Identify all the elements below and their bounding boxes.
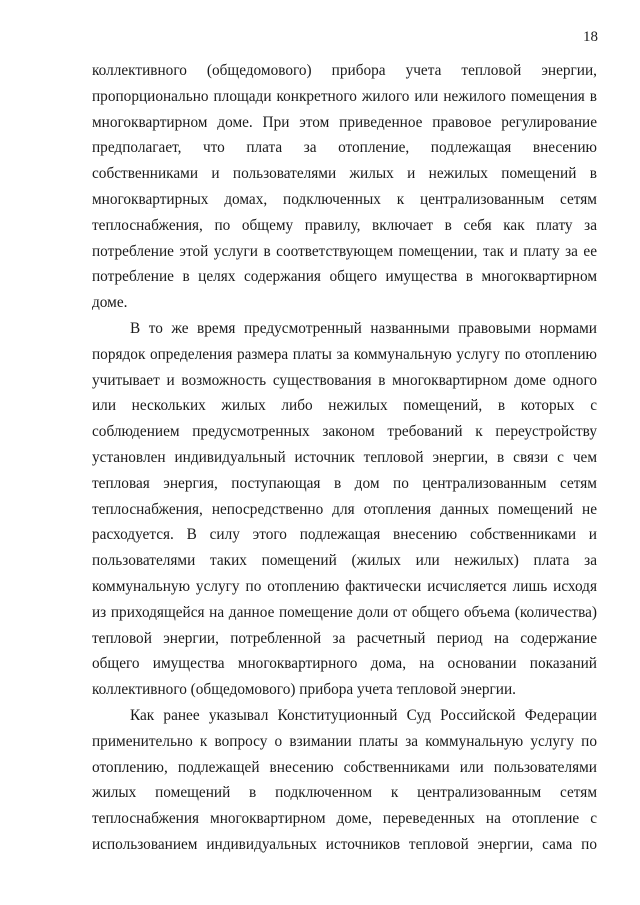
paragraph-1-line-6: многоквартирных домах, подключенных к централизованным сетям: [92, 190, 597, 208]
paragraph-1-line-3: многоквартирном доме. При этом приведенное правовое регулирование: [92, 113, 597, 131]
paragraph-3-line-6: использованием индивидуальных источников тепловой энергии, сама по: [92, 835, 597, 853]
paragraph-3-line-4: жилых помещений в подключенном к централизованным сетям: [92, 784, 597, 802]
paragraph-3-line-2: применительно к вопросу о взимании платы за коммунальную услугу по: [92, 732, 597, 750]
paragraph-2-line-5: соблюдением предусмотренных законом требований к переустройству: [92, 423, 597, 441]
paragraph-2-line-14: общего имущества многоквартирного дома, на основании показаний: [92, 655, 597, 673]
paragraph-2-line-13: тепловой энергии, потребленной за расчетный период на содержание: [92, 629, 597, 647]
paragraph-3-line-1: Как ранее указывал Конституционный Суд Российской Федерации: [130, 706, 597, 724]
paragraph-1-line-4: предполагает, что плата за отопление, подлежащая внесению: [92, 139, 597, 157]
paragraph-2-line-12: из приходящейся на данное помещение доли от общего объема (количества): [92, 603, 597, 621]
paragraph-2-line-10: пользователями таких помещений (жилых или нежилых) плата за: [92, 552, 597, 570]
paragraph-2-line-3: учитывает и возможность существования в многоквартирном доме одного: [92, 371, 597, 389]
paragraph-1-line-7: теплоснабжения, по общему правилу, включает в себя как плату за: [92, 216, 597, 234]
page-number: 18: [583, 29, 598, 45]
paragraph-2-line-2: порядок определения размера платы за коммунальную услугу по отоплению: [92, 345, 597, 363]
paragraph-1-line-2: пропорционально площади конкретного жилого или нежилого помещения в: [92, 87, 597, 105]
paragraph-1-line-5: собственниками и пользователями жилых и нежилых помещений в: [92, 165, 597, 183]
paragraph-1-line-1: коллективного (общедомового) прибора учета тепловой энергии,: [92, 62, 597, 79]
paragraph-2-line-8: теплоснабжения, непосредственно для отопления данных помещений не: [92, 500, 597, 518]
paragraph-2-line-9: расходуется. В силу этого подлежащая внесению собственниками и: [92, 526, 597, 544]
paragraph-2-line-4: или нескольких жилых либо нежилых помещений, в которых с: [92, 397, 597, 415]
paragraph-1-line-10: доме.: [92, 294, 128, 312]
paragraph-2-line-6: установлен индивидуальный источник тепловой энергии, в связи с чем: [92, 448, 597, 466]
paragraph-2-line-7: тепловая энергия, поступающая в дом по централизованным сетям: [92, 474, 597, 492]
paragraph-3-line-5: теплоснабжения многоквартирном доме, переведенных на отопление с: [92, 810, 597, 828]
paragraph-1-line-9: потребление в целях содержания общего имущества в многоквартирном: [92, 268, 597, 286]
paragraph-2-line-1: В то же время предусмотренный названными правовыми нормами: [130, 319, 597, 337]
paragraph-1-line-8: потребление этой услуги в соответствующем помещении, так и плату за ее: [92, 242, 597, 260]
paragraph-2-line-11: коммунальную услугу по отоплению фактически исчисляется лишь исходя: [92, 577, 597, 595]
paragraph-2-line-15: коллективного (общедомового) прибора учета тепловой энергии.: [92, 681, 516, 699]
paragraph-3-line-3: отоплению, подлежащей внесению собственниками или пользователями: [92, 758, 597, 776]
document-body: [92, 58, 597, 858]
